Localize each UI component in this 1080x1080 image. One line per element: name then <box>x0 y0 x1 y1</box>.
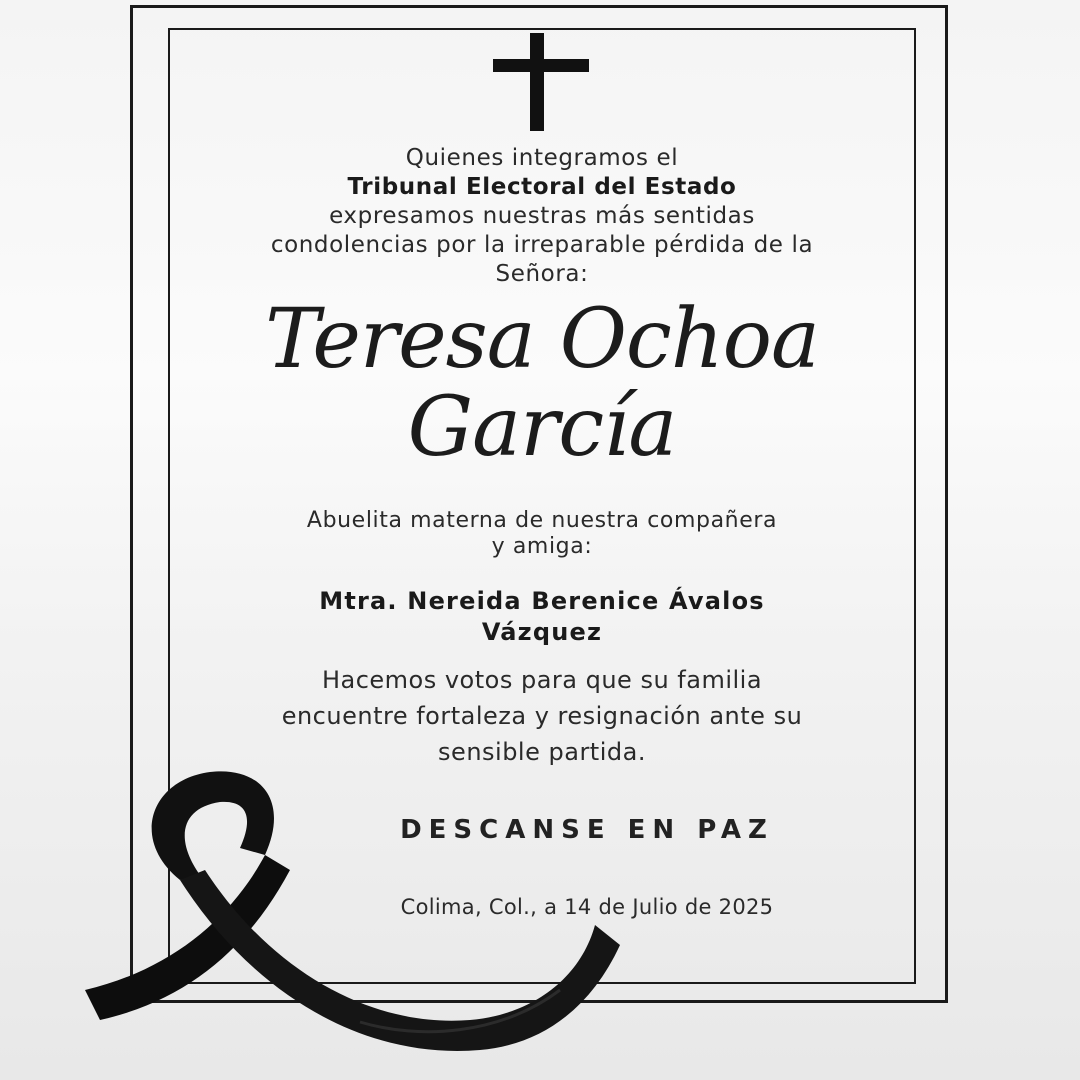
relation-line-1: Abuelita materna de nuestra compañera <box>306 508 778 533</box>
institution-name: Tribunal Electoral del Estado <box>347 174 737 200</box>
wishes-line-1: Hacemos votos para que su familia <box>321 666 763 694</box>
cross-icon <box>493 33 589 131</box>
deceased-name-line-1: Teresa Ochoa <box>265 292 819 387</box>
intro-line-3-lead: expresamos <box>329 203 475 229</box>
wishes-paragraph <box>170 662 914 770</box>
colleague-name-line-2: Vázquez <box>481 618 603 646</box>
intro-paragraph <box>170 144 914 289</box>
intro-line-3-rest: nuestras más sentidas <box>474 203 755 229</box>
mourning-ribbon-icon <box>60 760 640 1080</box>
wishes-line-3: sensible partida. <box>438 738 646 766</box>
relation-line-2: y amiga: <box>491 534 593 559</box>
intro-line-3 <box>170 202 914 231</box>
intro-line-4: condolencias por la irreparable pérdida de la <box>270 232 814 258</box>
intro-line-1: Quienes integramos el <box>405 145 679 171</box>
wishes-line-2: encuentre fortaleza y resignación ante su <box>281 702 803 730</box>
colleague-name-line-1: Mtra. Nereida Berenice Ávalos <box>319 587 765 615</box>
deceased-name-line-2: García <box>407 380 677 475</box>
intro-line-5: Señora: <box>495 261 589 287</box>
rest-in-peace-heading: DESCANSE EN PAZ <box>400 815 774 845</box>
relation-paragraph <box>170 508 914 560</box>
deceased-name <box>170 292 914 475</box>
colleague-name <box>170 586 914 648</box>
place-and-date: Colima, Col., a 14 de Julio de 2025 <box>400 895 774 919</box>
